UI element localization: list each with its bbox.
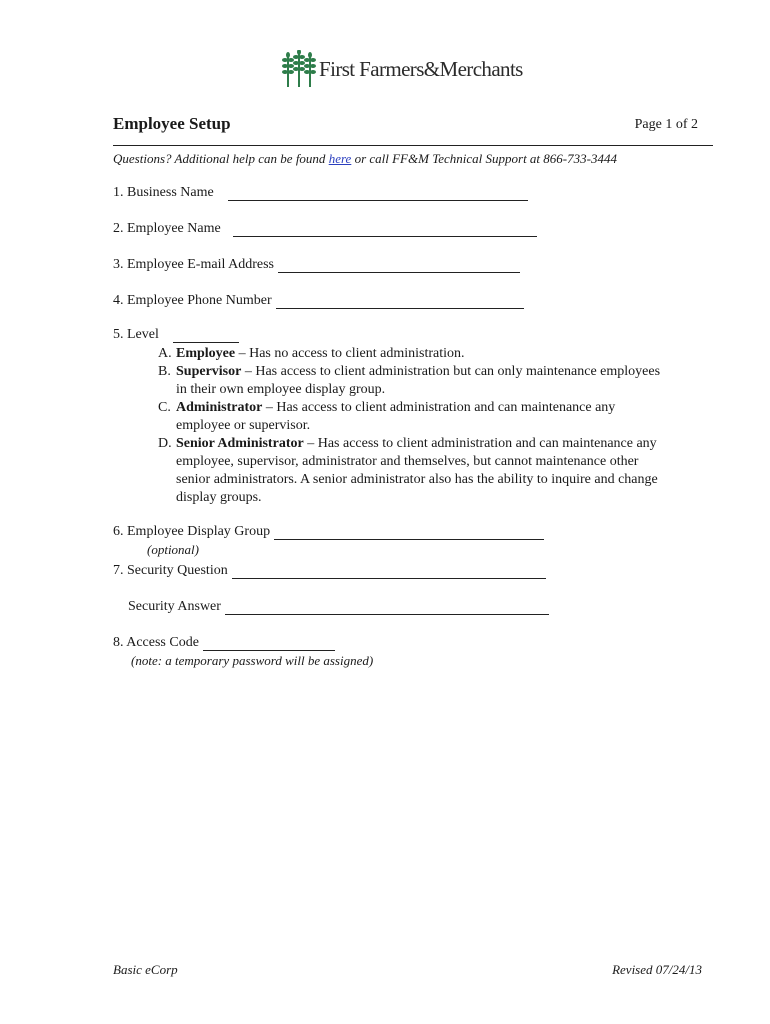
access-code-note: (note: a temporary password will be assigned) xyxy=(131,653,374,668)
level-letter: C. xyxy=(158,400,171,415)
email-field xyxy=(113,257,520,273)
help-suffix: or call FF&M Technical Support at 866-733-3444 xyxy=(351,151,617,166)
display-group-input[interactable] xyxy=(274,525,544,540)
employee-name-input[interactable] xyxy=(233,222,537,237)
security-question-label: 7. Security Question xyxy=(113,563,228,578)
business-name-label: 1. Business Name xyxy=(113,185,214,200)
phone-label: 4. Employee Phone Number xyxy=(113,293,272,308)
level-label: 5. Level xyxy=(113,327,159,342)
page-title: Employee Setup xyxy=(113,114,231,133)
help-link[interactable]: here xyxy=(328,151,352,166)
display-group-label: 6. Employee Display Group xyxy=(113,524,271,539)
level-input[interactable] xyxy=(173,328,239,343)
level-options-list xyxy=(158,345,668,507)
page-number: Page 1 of 2 xyxy=(634,117,698,132)
level-letter: B. xyxy=(158,364,171,379)
help-line xyxy=(113,151,617,167)
level-name: Supervisor xyxy=(176,364,242,379)
security-question-input[interactable] xyxy=(232,564,546,579)
level-name: Senior Administrator xyxy=(176,436,304,451)
employee-name-label: 2. Employee Name xyxy=(113,221,221,236)
level-letter: D. xyxy=(158,436,172,451)
display-group-field xyxy=(113,524,544,540)
level-desc: – Has access to client administration and can maintenance any employee, supervisor, administrator and themselves, but cannot maintenance other senior administrators. A senior administrator also has the ability to inquire and change display groups. xyxy=(176,436,658,505)
employee-name-field xyxy=(113,221,537,237)
level-field xyxy=(113,327,239,343)
level-desc: – Has access to client administration but can only maintenance employees in their own employee display group. xyxy=(176,364,661,397)
wheat-logo-icon xyxy=(282,50,316,88)
security-question-field xyxy=(113,563,546,579)
level-desc: – Has no access to client administration. xyxy=(235,346,465,361)
brand-name: First Farmers&Merchants xyxy=(319,56,523,81)
email-input[interactable] xyxy=(278,258,520,273)
level-option xyxy=(158,435,668,507)
level-option xyxy=(158,399,668,435)
level-text xyxy=(176,435,668,507)
display-group-note: (optional) xyxy=(147,542,199,557)
level-text xyxy=(176,345,668,363)
access-code-label: 8. Access Code xyxy=(113,635,199,650)
business-name-input[interactable] xyxy=(228,186,528,201)
company-logo xyxy=(282,48,542,90)
level-desc: – Has access to client administration and can maintenance any employee or supervisor. xyxy=(176,400,616,433)
email-label: 3. Employee E-mail Address xyxy=(113,257,274,272)
level-name: Administrator xyxy=(176,400,263,415)
level-text xyxy=(176,399,668,435)
phone-field xyxy=(113,293,524,309)
footer-left: Basic eCorp xyxy=(113,962,178,977)
level-option xyxy=(158,345,668,363)
access-code-field xyxy=(113,635,335,651)
security-answer-field xyxy=(128,599,549,615)
help-prefix: Questions? Additional help can be found xyxy=(113,151,329,166)
level-text xyxy=(176,363,668,399)
level-letter: A. xyxy=(158,346,172,361)
access-code-input[interactable] xyxy=(203,636,335,651)
footer-right: Revised 07/24/13 xyxy=(612,962,702,977)
level-name: Employee xyxy=(176,346,236,361)
level-option xyxy=(158,363,668,399)
header-divider xyxy=(113,145,713,146)
security-answer-input[interactable] xyxy=(225,600,549,615)
security-answer-label: Security Answer xyxy=(128,599,221,614)
phone-input[interactable] xyxy=(276,294,524,309)
business-name-field xyxy=(113,185,528,201)
